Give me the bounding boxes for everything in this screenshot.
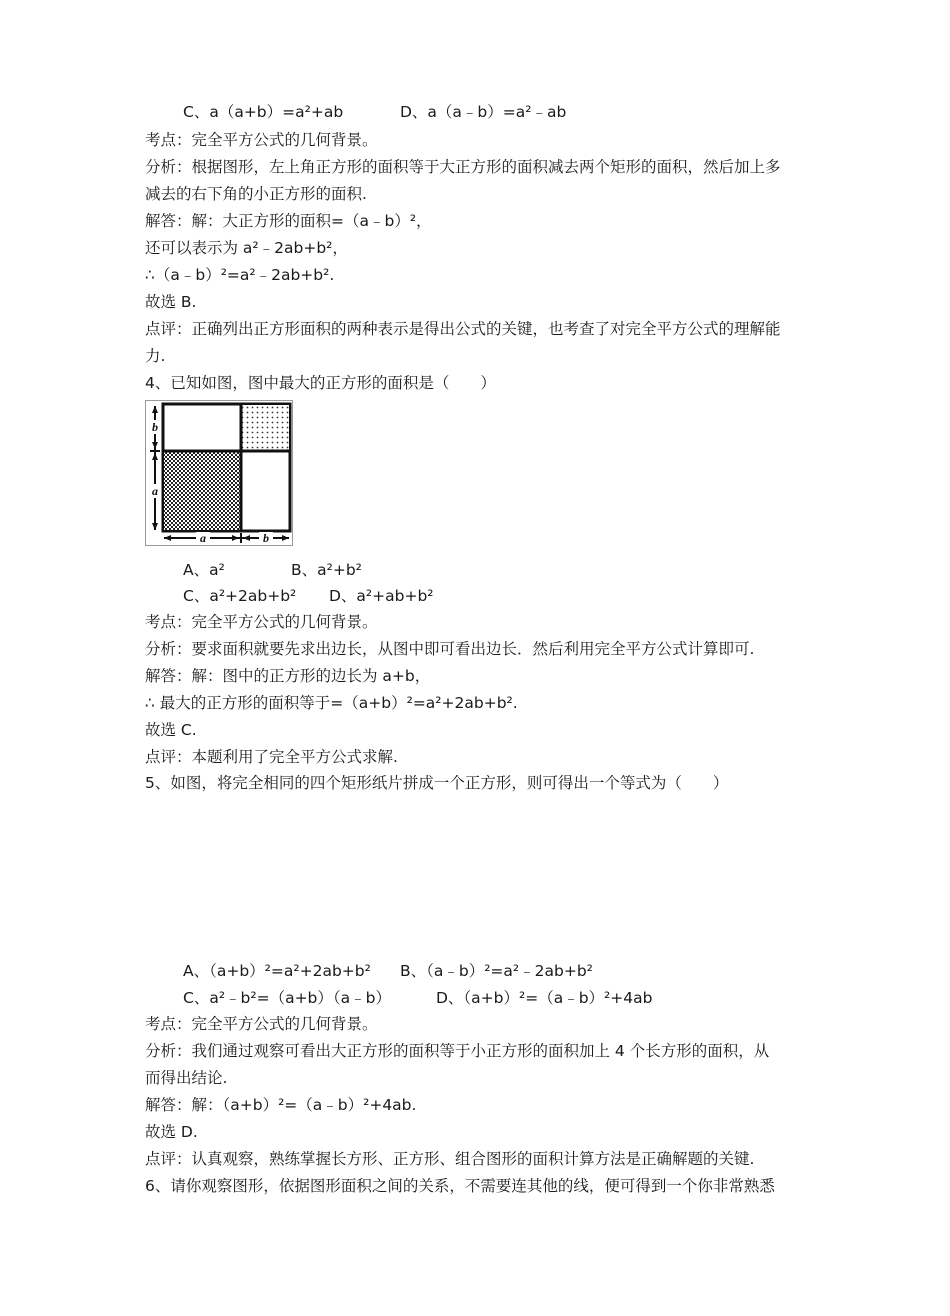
- q4-option-b: B、a²+b²: [291, 561, 362, 579]
- q4-jieda-line-2: ∴ 最大的正方形的面积等于=（a+b）²=a²+2ab+b².: [145, 694, 518, 712]
- label-a-left: a: [152, 484, 158, 498]
- q4-square-figure: [145, 400, 293, 546]
- q4-kaodian: 考点：完全平方公式的几何背景。: [145, 613, 378, 631]
- q4-option-d: D、a²+ab+b²: [329, 587, 434, 605]
- q5-option-c: C、a²﹣b²=（a+b）（a﹣b）: [183, 989, 391, 1007]
- q5-option-b: B、（a﹣b）²=a²﹣2ab+b²: [400, 962, 593, 980]
- q5-fenxi-line-1: 分析：我们通过观察可看出大正方形的面积等于小正方形的面积加上 4 个长方形的面积，从: [145, 1042, 770, 1060]
- q5-option-a: A、（a+b）²=a²+2ab+b²: [183, 962, 371, 980]
- q3-option-d: D、a（a﹣b）=a²﹣ab: [400, 103, 567, 121]
- label-a-bottom: a: [200, 531, 206, 545]
- q3-answer: 故选 B.: [145, 293, 197, 311]
- q5-answer: 故选 D.: [145, 1123, 198, 1141]
- q5-kaodian: 考点：完全平方公式的几何背景。: [145, 1015, 378, 1033]
- q4-option-c: C、a²+2ab+b²: [183, 587, 297, 605]
- small-square-b: [241, 404, 290, 451]
- q3-jieda-line-3: ∴（a﹣b）²=a²﹣2ab+b².: [145, 266, 335, 284]
- q4-jieda-line-1: 解答：解：图中的正方形的边长为 a+b，: [145, 667, 431, 685]
- label-b-bottom: b: [263, 531, 269, 545]
- square-a: [163, 451, 241, 531]
- q3-option-c: C、a（a+b）=a²+ab: [183, 103, 344, 121]
- q3-kaodian: 考点：完全平方公式的几何背景。: [145, 131, 378, 149]
- q6-title: 6、请你观察图形，依据图形面积之间的关系，不需要连其他的线，便可得到一个你非常熟悉: [145, 1177, 775, 1195]
- q3-dianping-line-1: 点评：正确列出正方形面积的两种表示是得出公式的关键，也考查了对完全平方公式的理解能: [145, 320, 781, 338]
- q5-dianping: 点评：认真观察，熟练掌握长方形、正方形、组合图形的面积计算方法是正确解题的关键.: [145, 1150, 755, 1168]
- q5-fenxi-line-2: 而得出结论.: [145, 1069, 228, 1087]
- q4-option-a: A、a²: [183, 561, 225, 579]
- q5-option-d: D、（a+b）²=（a﹣b）²+4ab: [436, 989, 653, 1007]
- q5-title: 5、如图，将完全相同的四个矩形纸片拼成一个正方形，则可得出一个等式为（ ）: [145, 774, 729, 792]
- q4-title: 4、已知如图，图中最大的正方形的面积是（ ）: [145, 374, 496, 392]
- label-b-left: b: [152, 420, 158, 434]
- q3-jieda-line-2: 还可以表示为 a²﹣2ab+b²，: [145, 239, 348, 257]
- q4-fenxi: 分析：要求面积就要先求出边长，从图中即可看出边长．然后利用完全平方公式计算即可.: [145, 640, 755, 658]
- q3-jieda-line-1: 解答：解：大正方形的面积=（a﹣b）²，: [145, 212, 432, 230]
- q3-dianping-line-2: 力.: [145, 347, 166, 365]
- q5-jieda: 解答：解：（a+b）²=（a﹣b）²+4ab.: [145, 1096, 417, 1114]
- q4-answer: 故选 C.: [145, 721, 197, 739]
- q3-fenxi-line-1: 分析：根据图形，左上角正方形的面积等于大正方形的面积减去两个矩形的面积，然后加上多: [145, 158, 781, 176]
- q4-dianping: 点评：本题利用了完全平方公式求解.: [145, 748, 398, 766]
- q3-fenxi-line-2: 减去的右下角的小正方形的面积.: [145, 185, 367, 203]
